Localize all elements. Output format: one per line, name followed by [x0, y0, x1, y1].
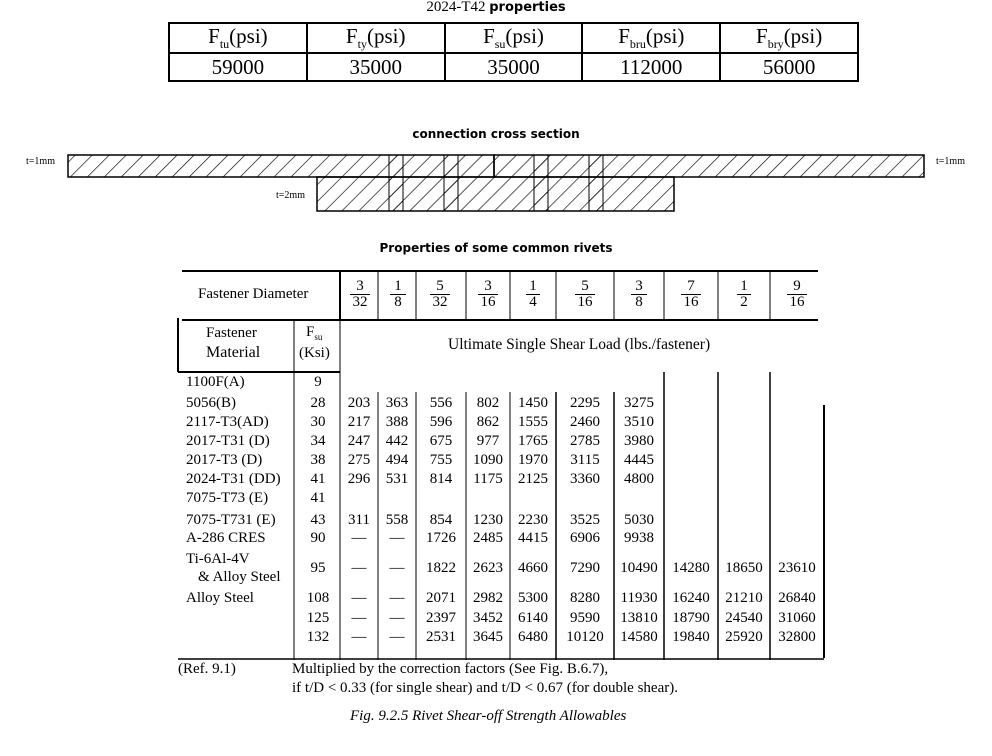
note-line1: Multiplied by the correction factors (See Fig. B.6.7), [292, 661, 609, 677]
left-thickness-label: t=1mm [26, 156, 55, 167]
material-name: 7075-T73 (E) [186, 490, 269, 506]
shear-load-cell: — [389, 560, 405, 576]
shear-load-cell: 1450 [518, 395, 548, 411]
fastener-diameter-label: Fastener Diameter [198, 286, 309, 302]
shear-load-cell: 556 [429, 395, 453, 411]
shear-load-cell: 2071 [426, 590, 456, 606]
material-header-line2: Material [206, 344, 261, 361]
shear-load-cell: 275 [347, 452, 371, 468]
shear-load-cell: 3360 [570, 471, 600, 487]
shear-load-cell: 3452 [473, 610, 503, 626]
shear-load-cell: 2982 [473, 590, 503, 606]
shear-load-cell: — [351, 610, 367, 626]
shear-load-cell: 9938 [624, 530, 654, 546]
fsu-value: 41 [310, 471, 326, 487]
material-header-line1: Fastener [206, 325, 257, 341]
header-fsu: $F_{su}(psi)$ [445, 23, 583, 53]
shear-load-cell: 558 [385, 512, 409, 528]
shear-load-cell: 16240 [672, 590, 710, 606]
shear-load-cell: 14580 [620, 629, 658, 645]
shear-load-cell: 18790 [672, 610, 710, 626]
shear-load-cell: 11930 [620, 590, 658, 606]
shear-load-cell: 14280 [672, 560, 710, 576]
shear-load-cell: 247 [347, 433, 371, 449]
shear-load-cell: 3510 [624, 414, 654, 430]
material-name-line2: & Alloy Steel [198, 569, 281, 585]
fsu-unit: (Ksi) [299, 345, 330, 361]
shear-load-cell: 442 [385, 433, 409, 449]
material-name: 2017-T3 (D) [186, 452, 263, 468]
fsu-header: $F_{su}$ [306, 324, 323, 342]
value-ftu: 59000 [169, 53, 307, 81]
shear-load-cell: 4445 [624, 452, 654, 468]
shear-load-cell: 31060 [778, 610, 816, 626]
material-name: 2017-T31 (D) [186, 433, 270, 449]
fsu-value: 9 [314, 374, 322, 390]
shear-load-cell: 3980 [624, 433, 654, 449]
shear-load-cell: 13810 [620, 610, 658, 626]
shear-load-cell: 4660 [518, 560, 548, 576]
fsu-value: 43 [310, 512, 326, 528]
shear-load-cell: 2485 [473, 530, 503, 546]
header-fbru: $F_{bru}(psi)$ [582, 23, 720, 53]
shear-load-cell: 2623 [473, 560, 503, 576]
shear-load-cell: — [351, 530, 367, 546]
fsu-value: 38 [310, 452, 326, 468]
shear-load-cell: 3115 [570, 452, 600, 468]
shear-load-cell: 4415 [518, 530, 548, 546]
shear-load-cell: 311 [348, 512, 370, 528]
shear-load-cell: 26840 [778, 590, 816, 606]
shear-load-cell: — [351, 629, 367, 645]
shear-load-cell: 1765 [518, 433, 548, 449]
shear-load-cell: 363 [385, 395, 409, 411]
shear-load-cell: 814 [429, 471, 453, 487]
shear-load-cell: — [389, 629, 405, 645]
shear-load-cell: 3275 [624, 395, 654, 411]
shear-load-cell: 18650 [725, 560, 763, 576]
material-name: A-286 CRES [186, 530, 266, 546]
rivets-title: Properties of some common rivets [379, 241, 613, 255]
shear-load-cell: 862 [476, 414, 500, 430]
material-name: Alloy Steel [186, 590, 254, 606]
shear-load-cell: 2531 [426, 629, 456, 645]
shear-load-cell: 494 [385, 452, 409, 468]
material-name: 5056(B) [186, 395, 236, 411]
shear-load-cell: — [389, 610, 405, 626]
shear-load-cell: 7290 [570, 560, 600, 576]
material-name: Ti-6Al-4V [186, 551, 250, 567]
shear-load-cell: — [389, 530, 405, 546]
shear-load-cell: 1090 [473, 452, 503, 468]
material-name: 7075-T731 (E) [186, 512, 276, 528]
shear-load-cell: 203 [347, 395, 371, 411]
shear-load-cell: 2460 [570, 414, 600, 430]
shear-load-cell: 1822 [426, 560, 456, 576]
shear-load-cell: 3645 [473, 629, 503, 645]
alloy-designation: 2024-T42 [426, 0, 486, 15]
shear-load-cell: 5300 [518, 590, 548, 606]
diameter-7-16: $\frac{7}{16}$ [681, 279, 701, 310]
shear-load-cell: 1175 [473, 471, 503, 487]
shear-load-cell: 10120 [566, 629, 604, 645]
diameter-9-16: $\frac{9}{16}$ [787, 279, 807, 310]
shear-load-cell: 4800 [624, 471, 654, 487]
shear-load-cell: 6480 [518, 629, 548, 645]
shear-load-cell: — [389, 590, 405, 606]
diameter-1-8: $\frac{1}{8}$ [390, 279, 406, 310]
shear-load-cell: 296 [347, 471, 371, 487]
shear-load-cell: 23610 [778, 560, 816, 576]
shear-load-cell: 3525 [570, 512, 600, 528]
shear-load-cell: 1970 [518, 452, 548, 468]
shear-load-cell: 596 [429, 414, 453, 430]
shear-load-cell: 2397 [426, 610, 456, 626]
value-fty: 35000 [307, 53, 445, 81]
shear-load-cell: 32800 [778, 629, 816, 645]
shear-load-cell: 2295 [570, 395, 600, 411]
load-header: Ultimate Single Shear Load (lbs./fastener) [448, 336, 711, 353]
shear-load-cell: 977 [476, 433, 500, 449]
header-fty: $F_{ty}(psi)$ [307, 23, 445, 53]
shear-load-cell: 675 [429, 433, 453, 449]
shear-load-cell: 5030 [624, 512, 654, 528]
diameter-3-8: $\frac{3}{8}$ [631, 279, 647, 310]
shear-load-cell: 854 [429, 512, 453, 528]
shear-load-cell: 1555 [518, 414, 548, 430]
shear-load-cell: 10490 [620, 560, 658, 576]
shear-load-cell: 2785 [570, 433, 600, 449]
shear-load-cell: 1726 [426, 530, 456, 546]
header-fbry: $F_{bry}(psi)$ [720, 23, 858, 53]
fsu-value: 95 [310, 560, 326, 576]
fsu-value: 108 [306, 590, 330, 606]
fsu-value: 125 [306, 610, 330, 626]
diameter-5-16: $\frac{5}{16}$ [575, 279, 595, 310]
shear-load-cell: 21210 [725, 590, 763, 606]
diameter-1-2: $\frac{1}{2}$ [737, 279, 751, 310]
value-fbru: 112000 [582, 53, 720, 81]
properties-word: properties [489, 0, 566, 15]
fsu-value: 28 [310, 395, 326, 411]
shear-load-cell: 25920 [725, 629, 763, 645]
note-line2: if t/D < 0.33 (for single shear) and t/D < 0.67 (for double shear). [292, 680, 678, 696]
fsu-value: 34 [310, 433, 326, 449]
fsu-value: 30 [310, 414, 326, 430]
shear-load-cell: 2125 [518, 471, 548, 487]
shear-load-cell: 217 [347, 414, 371, 430]
shear-load-cell: 755 [429, 452, 453, 468]
cross-section-title: connection cross section [412, 127, 580, 141]
shear-load-cell: 388 [385, 414, 409, 430]
diameter-5-32: $\frac{5}{32}$ [430, 279, 450, 310]
shear-load-cell: 24540 [725, 610, 763, 626]
diameter-3-16: $\frac{3}{16}$ [478, 279, 498, 310]
shear-load-cell: 8280 [570, 590, 600, 606]
shear-load-cell: 1230 [473, 512, 503, 528]
diameter-1-4: $\frac{1}{4}$ [526, 279, 540, 310]
material-name: 2117-T3(AD) [186, 414, 269, 430]
shear-load-cell: 2230 [518, 512, 548, 528]
header-ftu: $F_{tu}(psi)$ [169, 23, 307, 53]
value-fsu: 35000 [445, 53, 583, 81]
right-thickness-label: t=1mm [936, 156, 965, 167]
shear-load-cell: — [351, 590, 367, 606]
reference: (Ref. 9.1) [178, 661, 236, 677]
doubler-thickness-label: t=2mm [276, 190, 305, 201]
shear-load-cell: — [351, 560, 367, 576]
shear-load-cell: 6140 [518, 610, 548, 626]
shear-load-cell: 802 [476, 395, 500, 411]
material-name: 2024-T31 (DD) [186, 471, 281, 487]
shear-load-cell: 9590 [570, 610, 600, 626]
figure-caption: Fig. 9.2.5 Rivet Shear-off Strength Allowables [350, 708, 627, 724]
shear-load-cell: 531 [385, 471, 409, 487]
diameter-3-32: $\frac{3}{32}$ [350, 279, 370, 310]
fsu-value: 132 [306, 629, 330, 645]
fsu-value: 90 [310, 530, 326, 546]
fsu-value: 41 [310, 490, 326, 506]
value-fbry: 56000 [720, 53, 858, 81]
shear-load-cell: 19840 [672, 629, 710, 645]
material-name: 1100F(A) [186, 374, 245, 390]
shear-load-cell: 6906 [570, 530, 600, 546]
